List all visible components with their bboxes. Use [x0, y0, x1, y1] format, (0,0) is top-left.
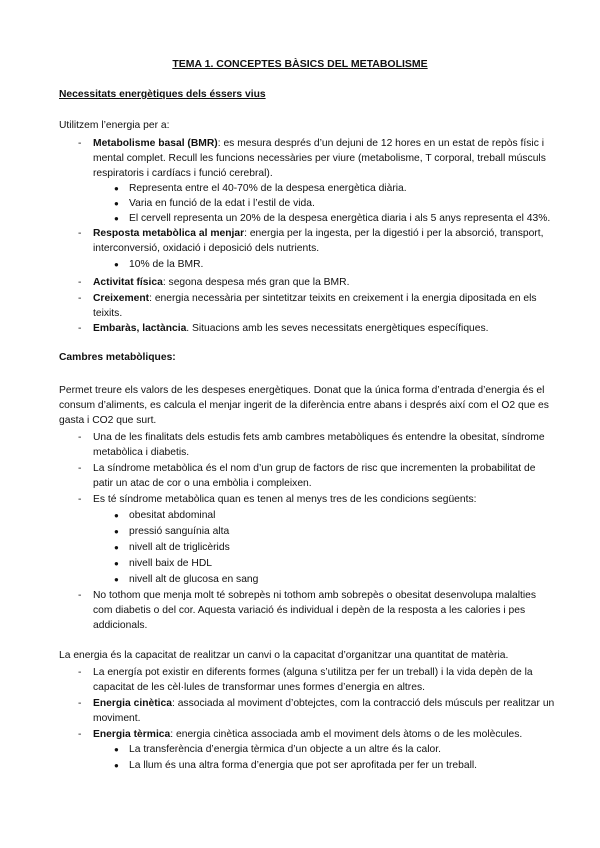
dash-marker: -: [78, 698, 82, 709]
term-bmr: Metabolisme basal (BMR): [93, 138, 218, 149]
dash-marker: -: [78, 293, 82, 304]
dash-marker: -: [78, 228, 82, 239]
text-line: com diabetis o del cor. Aquesta variació és individual i depèn de la resposta a les calories i pes: [93, 605, 526, 616]
bullet-item: La llum és una altra forma d’energia que pot ser aprofitada per fer un treball.: [129, 760, 478, 771]
list-item-meal-response: [93, 227, 543, 241]
bullet-marker: ●: [114, 527, 119, 536]
paragraph-line: gasta i CO2 que surt.: [59, 415, 157, 426]
list-item: No tothom que menja molt té sobrepès ni tothom amb sobrepès o obesitat desenvolupa malalties: [93, 590, 537, 601]
bullet-marker: ●: [114, 745, 119, 754]
text-line: addicionals.: [93, 620, 148, 631]
bullet-item: 10% de la BMR.: [129, 259, 204, 270]
text-line: capacitat de les cèl·lules de transformar unes formes d’energia en altres.: [93, 682, 425, 693]
text-line: : energia cinètica associada amb el moviment dels àtoms o de les molècules.: [170, 729, 523, 740]
dash-marker: -: [78, 590, 82, 601]
term-pregnancy: Embaràs, lactància: [93, 323, 187, 334]
dash-marker: -: [78, 277, 82, 288]
text-line: . Situacions amb les seves necessitats energètiques específiques.: [186, 323, 489, 334]
bullet-item: nivell alt de triglicèrids: [129, 542, 230, 553]
text-line: : energia necessària per sintetitzar teixits en creixement i la energia dipositada en els: [149, 293, 537, 304]
text-line: : energia per la ingesta, per la digestió i per la absorció, transport,: [244, 228, 544, 239]
list-item-kinetic-energy: [93, 697, 554, 711]
bullet-marker: ●: [114, 575, 119, 584]
paragraph-energy-definition: La energia és la capacitat de realitzar un canvi o la capacitat d’organitzar una quantitat de matèria.: [59, 650, 509, 661]
text-line: mental complet. Recull les funcions necessàries per viure (metabolisme, T corporal, treball músculs: [93, 153, 546, 164]
dash-marker: -: [78, 729, 82, 740]
section-heading-metabolic-chambers: Cambres metabòliques:: [59, 352, 176, 363]
bullet-marker: ●: [114, 761, 119, 770]
dash-marker: -: [78, 667, 82, 678]
list-item: La energía pot existir en diferents formes (alguna s’utilitza per fer un treball) i la vida depèn de la: [93, 667, 533, 678]
bullet-item: nivell alt de glucosa en sang: [129, 574, 259, 585]
page-title: TEMA 1. CONCEPTES BÀSICS DEL METABOLISME: [172, 58, 428, 70]
section-heading-energy-needs: Necessitats energètiques dels éssers vius: [59, 89, 266, 100]
bullet-item: obesitat abdominal: [129, 510, 216, 521]
term-thermal-energy: Energia tèrmica: [93, 729, 171, 740]
dash-marker: -: [78, 432, 82, 443]
list-item-pregnancy: [93, 322, 489, 336]
bullet-item: Varia en funció de la edat i l’estil de vida.: [129, 198, 315, 209]
list-item: Es té síndrome metabòlica quan es tenen al menys tres de les condicions següents:: [93, 494, 477, 505]
list-item: Una de les finalitats dels estudis fets amb cambres metabòliques és entendre la obesitat, síndrome: [93, 432, 545, 443]
bullet-marker: ●: [114, 214, 119, 223]
bullet-marker: ●: [114, 543, 119, 552]
text-line: interconversió, oxidació i deposició dels nutrients.: [93, 243, 320, 254]
dash-marker: -: [78, 323, 82, 334]
dash-marker: -: [78, 463, 82, 474]
paragraph-line: Permet treure els valors de les despeses energètiques. Donat que la única forma d’entrada d’energia és el: [59, 385, 545, 396]
dash-marker: -: [78, 494, 82, 505]
term-kinetic-energy: Energia cinètica: [93, 698, 172, 709]
bullet-marker: ●: [114, 184, 119, 193]
term-physical-activity: Activitat física: [93, 277, 163, 288]
list-item: La síndrome metabòlica és el nom d’un grup de factors de risc que incrementen la probabilitat de: [93, 463, 536, 474]
text-line: respiratoris i cardíacs i funció cerebral).: [93, 168, 273, 179]
bullet-marker: ●: [114, 260, 119, 269]
paragraph-intro: Utilitzem l’energia per a:: [59, 120, 170, 131]
bullet-item: El cervell representa un 20% de la despesa energètica diaria i als 5 anys representa el 43%.: [129, 213, 551, 224]
bullet-marker: ●: [114, 199, 119, 208]
bullet-item: Representa entre el 40-70% de la despesa energètica diària.: [129, 183, 407, 194]
text-line: : associada al moviment d’obtejctes, com la contracció dels músculs per realitzar un: [171, 698, 555, 709]
bullet-marker: ●: [114, 511, 119, 520]
list-item-physical-activity: [93, 276, 349, 290]
bullet-item: La transferència d’energia tèrmica d’un objecte a un altre és la calor.: [129, 744, 441, 755]
text-line: moviment.: [93, 713, 141, 724]
text-line: metabòlica i diabetis.: [93, 447, 190, 458]
bullet-item: pressió sanguínia alta: [129, 526, 230, 537]
list-item-bmr: [93, 137, 544, 151]
text-line: : es mesura després d’un dejuni de 12 hores en un estat de repòs físic i: [217, 138, 544, 149]
list-item-thermal-energy: [93, 728, 522, 742]
bullet-marker: ●: [114, 559, 119, 568]
bullet-item: nivell baix de HDL: [129, 558, 212, 569]
list-item-growth: [93, 292, 537, 306]
text-line: teixits.: [93, 308, 123, 319]
term-meal-response: Resposta metabòlica al menjar: [93, 228, 245, 239]
text-line: : segona despesa més gran que la BMR.: [162, 277, 350, 288]
text-line: patir un atac de cor o una embòlia i compleixen.: [93, 478, 312, 489]
dash-marker: -: [78, 138, 82, 149]
term-growth: Creixement: [93, 293, 150, 304]
paragraph-line: consum d’aliments, es calcula el menjar ingerit de la diferència entre abans i després així com el O2 que es: [59, 400, 549, 411]
